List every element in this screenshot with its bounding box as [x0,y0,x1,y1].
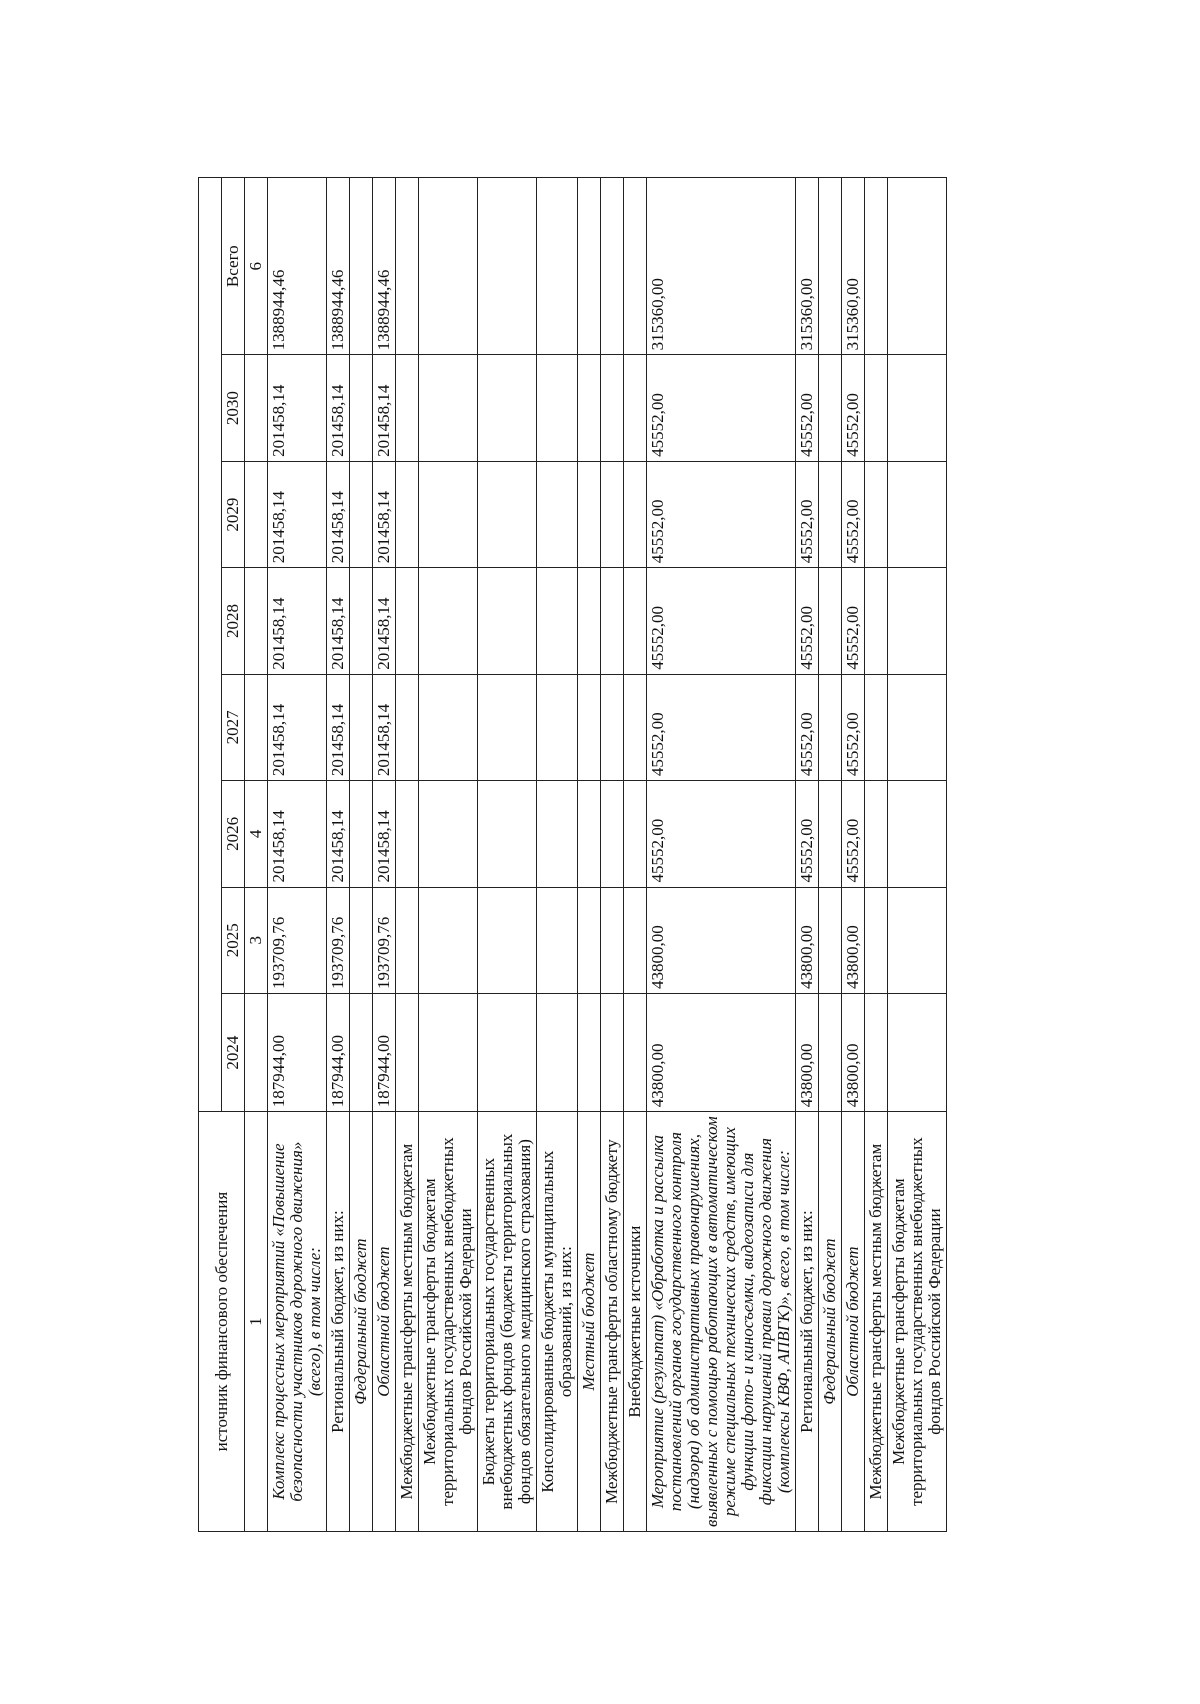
value-cell: 201458,14 [327,355,350,461]
value-cell [478,461,537,567]
value-cell: 43800,00 [842,887,865,993]
column-number-cell [245,461,268,567]
value-cell [819,674,842,780]
value-cell [396,993,419,1111]
table-row [396,178,419,1532]
value-cell [350,781,373,887]
table-row [373,178,396,1532]
value-cell: 45552,00 [842,568,865,674]
value-cell [601,674,624,780]
value-cell [601,461,624,567]
value-cell: 43800,00 [842,993,865,1111]
value-cell [478,568,537,674]
value-cell [865,355,888,461]
value-cell [350,674,373,780]
row-label: Региональный бюджет, из них: [327,1112,350,1532]
value-cell [396,355,419,461]
value-cell [578,887,601,993]
table-row [842,178,865,1532]
table-row [624,178,647,1532]
value-cell: 43800,00 [647,993,796,1111]
row-label: Межбюджетные трансферты областному бюджету [601,1112,624,1532]
row-label: Межбюджетные трансферты местным бюджетам [865,1112,888,1532]
value-cell [819,781,842,887]
value-cell: 201458,14 [373,461,396,567]
value-cell: 1388944,46 [373,178,396,355]
value-cell: 193709,76 [327,887,350,993]
value-cell [888,178,947,355]
table-row [327,178,350,1532]
value-cell [888,568,947,674]
value-cell: 45552,00 [647,674,796,780]
year-header-2025: 2025 [222,887,245,993]
value-cell: 1388944,46 [327,178,350,355]
column-number-cell [245,993,268,1111]
header-row-col-numbers [245,178,268,1532]
value-cell: 1388944,46 [268,178,327,355]
row-label: Региональный бюджет, из них: [796,1112,819,1532]
value-cell [888,461,947,567]
table-row [419,178,478,1532]
value-cell [578,993,601,1111]
value-cell: 187944,00 [373,993,396,1111]
value-cell [601,781,624,887]
column-number-cell [245,568,268,674]
value-cell [350,178,373,355]
value-cell [396,178,419,355]
value-cell [419,178,478,355]
value-cell [396,781,419,887]
rotated-document-sheet [198,177,1049,1532]
value-cell [537,461,578,567]
value-cell [819,461,842,567]
value-cell: 201458,14 [327,568,350,674]
value-cell [865,993,888,1111]
year-header-2027: 2027 [222,674,245,780]
year-header-2024: 2024 [222,993,245,1111]
value-cell: 43800,00 [647,887,796,993]
value-cell [601,355,624,461]
value-cell: 45552,00 [796,781,819,887]
row-label: Консолидированные бюджеты муниципальных образований, из них: [537,1112,578,1532]
column-number-cell: 4 [245,781,268,887]
row-label: Межбюджетные трансферты бюджетам территориальных государственных внебюджетных фондов Российской Федерации [888,1112,947,1532]
value-cell [419,355,478,461]
value-cell [624,993,647,1111]
row-label: Федеральный бюджет [350,1112,373,1532]
value-cell [396,461,419,567]
value-cell: 315360,00 [647,178,796,355]
value-cell: 45552,00 [796,461,819,567]
value-cell [578,674,601,780]
value-cell [865,674,888,780]
value-cell [478,355,537,461]
value-cell [537,355,578,461]
value-cell [624,178,647,355]
value-cell: 201458,14 [268,568,327,674]
value-cell [350,568,373,674]
value-cell [537,993,578,1111]
table-row [819,178,842,1532]
row-label: Мероприятие (результат) «Обработка и рассылка постановлений органов государственного контроля (надзора) об административных правонарушениях, выявленных с помощью работающих в автоматическом режиме специальных технических средств, имеющих функции фото- и киносъемки, видеозаписи для фиксации нарушений правил дорожного движения (комплексы КВФ, АПВГК)», всего, в том числе: [647,1112,796,1532]
value-cell: 201458,14 [327,781,350,887]
value-cell: 43800,00 [796,887,819,993]
value-cell [624,674,647,780]
value-cell [888,674,947,780]
row-label: Местный бюджет [578,1112,601,1532]
table-row [578,178,601,1532]
value-cell [419,674,478,780]
value-cell [419,887,478,993]
value-cell: 201458,14 [268,781,327,887]
row-label: Федеральный бюджет [819,1112,842,1532]
year-header-2026: 2026 [222,781,245,887]
value-cell [624,461,647,567]
value-cell: 45552,00 [647,355,796,461]
value-cell [478,993,537,1111]
value-cell: 315360,00 [796,178,819,355]
value-cell: 45552,00 [842,781,865,887]
value-cell: 201458,14 [373,781,396,887]
year-header-2030: 2030 [222,355,245,461]
year-header-2028: 2028 [222,568,245,674]
column-number-cell: 1 [245,1112,268,1532]
value-cell [578,355,601,461]
value-cell [537,674,578,780]
value-cell: 45552,00 [796,674,819,780]
table-row [537,178,578,1532]
value-cell [601,568,624,674]
header-row-1 [199,178,222,1532]
row-label: Бюджеты территориальных государственных внебюджетных фондов (бюджеты территориальных фондов обязательного медицинского страхования) [478,1112,537,1532]
value-cell [601,887,624,993]
value-cell: 45552,00 [842,355,865,461]
value-cell [865,178,888,355]
value-cell: 45552,00 [842,461,865,567]
column-number-cell [245,355,268,461]
value-cell: 45552,00 [647,461,796,567]
value-cell [888,887,947,993]
value-cell: 187944,00 [268,993,327,1111]
value-cell [419,993,478,1111]
value-cell [537,887,578,993]
table-row [268,178,327,1532]
value-cell: 45552,00 [796,355,819,461]
value-cell [888,781,947,887]
row-label: Межбюджетные трансферты местным бюджетам [396,1112,419,1532]
value-cell: 43800,00 [796,993,819,1111]
value-cell [624,355,647,461]
value-cell [350,993,373,1111]
value-cell [396,887,419,993]
value-cell [819,887,842,993]
value-cell [865,568,888,674]
value-cell [819,568,842,674]
value-cell: 45552,00 [796,568,819,674]
value-cell [578,568,601,674]
value-cell [419,461,478,567]
value-cell: 193709,76 [268,887,327,993]
value-cell [819,993,842,1111]
value-cell [419,781,478,887]
value-cell: 201458,14 [327,461,350,567]
financing-table [198,177,947,1532]
value-cell [419,568,478,674]
value-cell [478,781,537,887]
row-label: Комплекс процессных мероприятий «Повышение безопасности участников дорожного движения» (всего), в том числе: [268,1112,327,1532]
column-number-cell: 3 [245,887,268,993]
value-cell: 45552,00 [842,674,865,780]
value-cell [478,178,537,355]
value-cell [888,355,947,461]
value-cell [624,781,647,887]
value-cell [865,781,888,887]
year-header-2029: 2029 [222,461,245,567]
value-cell: 201458,14 [268,355,327,461]
value-cell [396,674,419,780]
table-row [865,178,888,1532]
column-number-cell: 6 [245,178,268,355]
value-cell: 201458,14 [268,461,327,567]
value-cell [537,781,578,887]
table-row [478,178,537,1532]
value-cell [478,887,537,993]
value-cell [578,178,601,355]
value-cell [350,461,373,567]
value-cell: 201458,14 [373,568,396,674]
year-header-empty [199,178,222,1112]
value-cell: 201458,14 [268,674,327,780]
value-cell [624,568,647,674]
row-label: Внебюджетные источники [624,1112,647,1532]
total-header: Всего [222,178,245,355]
table-row [601,178,624,1532]
table-body [268,178,947,1532]
value-cell [578,461,601,567]
value-cell [819,178,842,355]
value-cell [478,674,537,780]
value-cell [537,178,578,355]
table-row [888,178,947,1532]
table-row [647,178,796,1532]
table-row [796,178,819,1532]
table-row [350,178,373,1532]
value-cell [819,355,842,461]
value-cell [865,461,888,567]
row-label: Межбюджетные трансферты бюджетам территориальных государственных внебюджетных фондов Российской Федерации [419,1112,478,1532]
value-cell [865,887,888,993]
value-cell [537,568,578,674]
value-cell [578,781,601,887]
value-cell [601,993,624,1111]
value-cell: 45552,00 [647,568,796,674]
row-label: Областной бюджет [373,1112,396,1532]
value-cell: 201458,14 [373,674,396,780]
value-cell [624,887,647,993]
value-cell: 201458,14 [327,674,350,780]
value-cell: 201458,14 [373,355,396,461]
source-header: источник финансового обеспечения [199,1112,245,1532]
column-number-cell [245,674,268,780]
value-cell [350,355,373,461]
row-label: Областной бюджет [842,1112,865,1532]
value-cell [888,993,947,1111]
value-cell: 187944,00 [327,993,350,1111]
value-cell: 315360,00 [842,178,865,355]
value-cell [350,887,373,993]
value-cell [601,178,624,355]
value-cell [396,568,419,674]
value-cell: 193709,76 [373,887,396,993]
value-cell: 45552,00 [647,781,796,887]
